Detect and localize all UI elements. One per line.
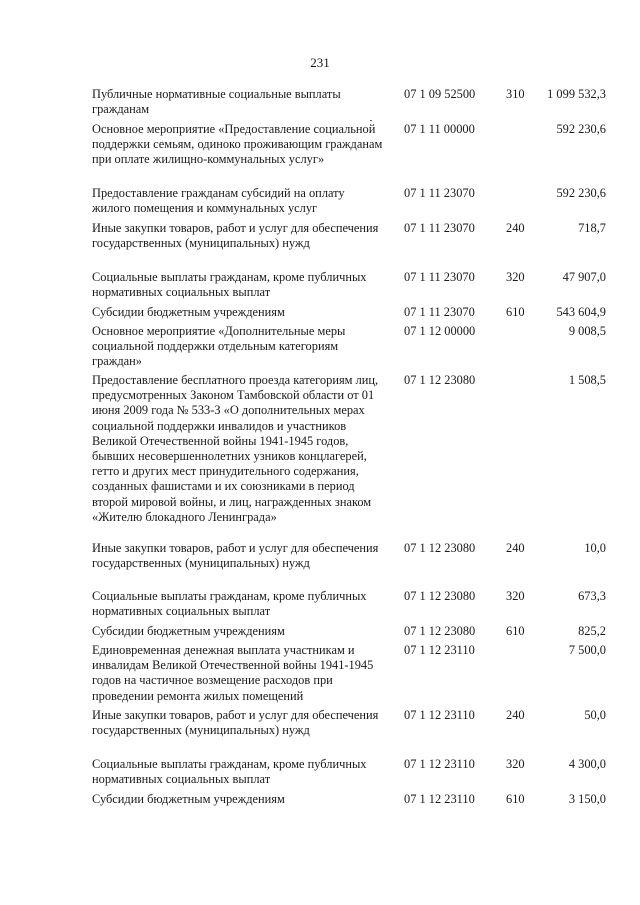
row-code: 07 1 12 23080 xyxy=(404,541,476,555)
row-amount: 592 230,6 xyxy=(556,186,606,200)
row-code: 07 1 12 23080 xyxy=(404,624,476,638)
row-description: Публичные нормативные социальные выплаты гражданам xyxy=(92,87,341,117)
row-amount: 9 008,5 xyxy=(568,324,606,338)
row-description: Социальные выплаты гражданам, кроме публичных нормативных социальных выплат xyxy=(92,589,367,619)
row-amount: 3 150,0 xyxy=(568,792,606,806)
page-number: 231 xyxy=(310,55,330,70)
row-expense-type: 240 xyxy=(506,541,525,555)
row-expense-type: 240 xyxy=(506,708,525,722)
row-expense-type: 320 xyxy=(506,270,525,284)
row-expense-type: 320 xyxy=(506,589,525,603)
row-amount: 718,7 xyxy=(578,221,606,235)
row-description: Основное мероприятие «Предоставление социальной поддержки семьям, одиноко проживающим гражданам при оплате жилищно-коммунальных услуг» xyxy=(92,122,383,167)
row-expense-type: 320 xyxy=(506,757,525,771)
row-description: Иные закупки товаров, работ и услуг для обеспечения государственных (муниципальных) нужд xyxy=(92,221,379,251)
row-description: Субсидии бюджетным учреждениям xyxy=(92,624,285,638)
row-code: 07 1 11 23070 xyxy=(404,270,475,284)
row-amount: 592 230,6 xyxy=(556,122,606,136)
row-expense-type: 610 xyxy=(506,792,525,806)
scan-mark xyxy=(370,120,372,121)
row-amount: 1 508,5 xyxy=(568,373,606,387)
row-amount: 673,3 xyxy=(578,589,606,603)
row-code: 07 1 11 23070 xyxy=(404,186,475,200)
row-code: 07 1 12 23080 xyxy=(404,589,476,603)
row-description: Иные закупки товаров, работ и услуг для обеспечения государственных (муниципальных) нужд xyxy=(92,541,379,571)
row-amount: 4 300,0 xyxy=(568,757,606,771)
row-amount: 50,0 xyxy=(584,708,606,722)
row-expense-type: 610 xyxy=(506,624,525,638)
row-amount: 47 907,0 xyxy=(562,270,606,284)
row-description: Субсидии бюджетным учреждениям xyxy=(92,305,285,319)
row-code: 07 1 12 23110 xyxy=(404,792,475,806)
row-description: Предоставление гражданам субсидий на оплату жилого помещения и коммунальных услуг xyxy=(92,186,345,216)
row-expense-type: 310 xyxy=(506,87,525,101)
row-code: 07 1 12 23110 xyxy=(404,643,475,657)
row-amount: 543 604,9 xyxy=(556,305,606,319)
row-description: Социальные выплаты гражданам, кроме публичных нормативных социальных выплат xyxy=(92,757,367,787)
row-description: Предоставление бесплатного проезда категориям лиц, предусмотренных Законом Тамбовской области от 01 июня 2009 года № 533-З «О дополнительных мерах социальной поддержки инвалидов и участников Великой Отечественной войны 1941-1945 годов, бывших несовершеннолетних узников концлагерей, гетто и других мест принудительного содержания, созданных фашистами и их союзниками в период второй мировой войны, и лиц, награжденных знаком «Жителю блокадного Ленинграда» xyxy=(92,373,379,524)
row-description: Социальные выплаты гражданам, кроме публичных нормативных социальных выплат xyxy=(92,270,367,300)
row-description: Иные закупки товаров, работ и услуг для обеспечения государственных (муниципальных) нужд xyxy=(92,708,379,738)
row-amount: 10,0 xyxy=(584,541,606,555)
row-code: 07 1 12 23080 xyxy=(404,373,476,387)
row-amount: 7 500,0 xyxy=(568,643,606,657)
row-description: Основное мероприятие «Дополнительные меры социальной поддержки отдельным категориям граждан» xyxy=(92,324,346,369)
row-expense-type: 240 xyxy=(506,221,525,235)
row-code: 07 1 12 23110 xyxy=(404,708,475,722)
row-amount: 1 099 532,3 xyxy=(547,87,606,101)
row-amount: 825,2 xyxy=(578,624,606,638)
row-code: 07 1 09 52500 xyxy=(404,87,476,101)
row-description: Субсидии бюджетным учреждениям xyxy=(92,792,285,806)
row-code: 07 1 11 23070 xyxy=(404,305,475,319)
row-expense-type: 610 xyxy=(506,305,525,319)
row-code: 07 1 11 23070 xyxy=(404,221,475,235)
row-code: 07 1 12 00000 xyxy=(404,324,476,338)
row-code: 07 1 11 00000 xyxy=(404,122,475,136)
row-description: Единовременная денежная выплата участникам и инвалидам Великой Отечественной войны 1941-1945 годов на частичное возмещение расходов при проведении ремонта жилых помещений xyxy=(92,643,374,703)
row-code: 07 1 12 23110 xyxy=(404,757,475,771)
